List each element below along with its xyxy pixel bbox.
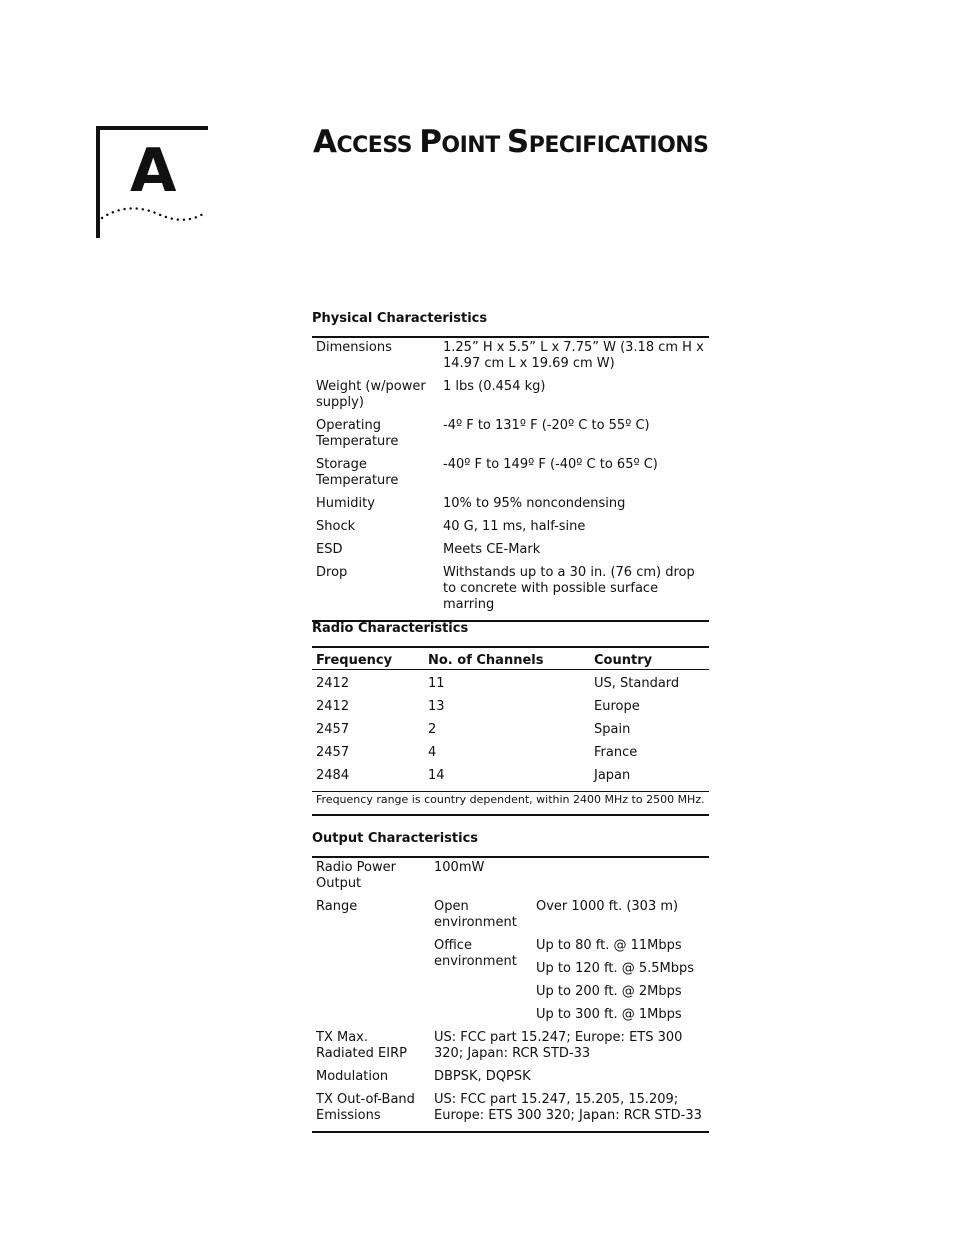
physical-row bbox=[312, 418, 709, 457]
physical-label: Operating Temperature bbox=[316, 418, 399, 449]
physical-row bbox=[312, 337, 709, 379]
physical-value: -40º F to 149º F (-40º C to 65º C) bbox=[443, 457, 658, 472]
tx-eirp-value: US: FCC part 15.247; Europe: ETS 300 320; Japan: RCR STD-33 bbox=[434, 1030, 683, 1061]
radio-country: US, Standard bbox=[594, 676, 680, 691]
radio-channels: 13 bbox=[428, 699, 445, 714]
radio-frequency: 2457 bbox=[316, 745, 350, 760]
physical-row bbox=[312, 542, 709, 565]
physical-table bbox=[312, 336, 709, 622]
physical-row bbox=[312, 379, 709, 418]
range-label: Range bbox=[316, 899, 358, 914]
radio-country: Europe bbox=[594, 699, 640, 714]
radio-country: Japan bbox=[594, 768, 631, 783]
radio-frequency: 2484 bbox=[316, 768, 350, 783]
radio-channels: 11 bbox=[428, 676, 445, 691]
range-office-value: Up to 200 ft. @ 2Mbps bbox=[536, 984, 682, 999]
dotted-wave-icon bbox=[100, 204, 210, 224]
radio-power-label: Radio Power Output bbox=[316, 860, 396, 891]
physical-value: Withstands up to a 30 in. (76 cm) drop to concrete with possible surface marring bbox=[443, 565, 695, 612]
radio-power-value: 100mW bbox=[434, 860, 485, 875]
radio-table-body bbox=[312, 670, 709, 792]
chapter-letter: A bbox=[130, 136, 177, 206]
radio-channels: 2 bbox=[428, 722, 437, 737]
physical-value: 10% to 95% noncondensing bbox=[443, 496, 626, 511]
tx-oob-value: US: FCC part 15.247, 15.205, 15.209; Europe: ETS 300 320; Japan: RCR STD-33 bbox=[434, 1092, 702, 1123]
radio-header-row bbox=[312, 647, 709, 670]
radio-row bbox=[312, 745, 709, 768]
range-open-value: Over 1000 ft. (303 m) bbox=[536, 899, 679, 914]
radio-channels: 4 bbox=[428, 745, 437, 760]
physical-label: Shock bbox=[316, 519, 356, 534]
radio-frequency: 2412 bbox=[316, 699, 350, 714]
physical-label: ESD bbox=[316, 542, 343, 557]
physical-row bbox=[312, 519, 709, 542]
chapter-title bbox=[313, 124, 709, 160]
tx-oob-label: TX Out-of-Band Emissions bbox=[316, 1092, 415, 1123]
chapter-title-part: S bbox=[506, 124, 529, 160]
range-office-value: Up to 120 ft. @ 5.5Mbps bbox=[536, 961, 695, 976]
physical-table-body bbox=[312, 337, 709, 621]
modulation-label: Modulation bbox=[316, 1069, 389, 1084]
chapter-mark bbox=[96, 126, 212, 240]
chapter-title-part: OINT bbox=[441, 133, 507, 158]
physical-label: Weight (w/power supply) bbox=[316, 379, 426, 410]
range-open-env: Open environment bbox=[434, 899, 517, 930]
range-office-env: Office environment bbox=[434, 938, 517, 969]
range-office-value: Up to 300 ft. @ 1Mbps bbox=[536, 1007, 682, 1022]
physical-label: Drop bbox=[316, 565, 348, 580]
chapter-title-part: A bbox=[313, 124, 337, 160]
radio-row bbox=[312, 722, 709, 745]
physical-row bbox=[312, 565, 709, 621]
output-row-radio-power bbox=[312, 857, 709, 899]
output-row-tx-eirp bbox=[312, 1030, 709, 1069]
output-heading: Output Characteristics bbox=[312, 831, 479, 846]
physical-value: 40 G, 11 ms, half-sine bbox=[443, 519, 586, 534]
radio-row bbox=[312, 670, 709, 700]
radio-frequency: 2457 bbox=[316, 722, 350, 737]
output-row-modulation bbox=[312, 1069, 709, 1092]
chapter-mark-top-rule bbox=[96, 126, 208, 130]
physical-label: Dimensions bbox=[316, 340, 392, 355]
physical-value: 1.25” H x 5.5” L x 7.75” W (3.18 cm H x 14.97 cm L x 19.69 cm W) bbox=[443, 340, 704, 371]
output-row-tx-oob bbox=[312, 1092, 709, 1132]
physical-value: 1 lbs (0.454 kg) bbox=[443, 379, 546, 394]
physical-label: Humidity bbox=[316, 496, 375, 511]
radio-channels: 14 bbox=[428, 768, 445, 783]
physical-row bbox=[312, 457, 709, 496]
radio-table bbox=[312, 646, 709, 816]
radio-country: Spain bbox=[594, 722, 631, 737]
output-row-range bbox=[312, 899, 709, 938]
chapter-title-part: P bbox=[419, 124, 442, 160]
physical-label: Storage Temperature bbox=[316, 457, 399, 488]
physical-value: Meets CE-Mark bbox=[443, 542, 541, 557]
radio-frequency: 2412 bbox=[316, 676, 350, 691]
radio-note-row bbox=[312, 792, 709, 816]
physical-value: -4º F to 131º F (-20º C to 55º C) bbox=[443, 418, 650, 433]
chapter-title-part: PECIFICATIONS bbox=[528, 133, 709, 158]
modulation-value: DBPSK, DQPSK bbox=[434, 1069, 531, 1084]
radio-heading: Radio Characteristics bbox=[312, 621, 469, 636]
radio-col-frequency: Frequency bbox=[312, 647, 424, 670]
radio-country: France bbox=[594, 745, 638, 760]
range-office-value: Up to 80 ft. @ 11Mbps bbox=[536, 938, 682, 953]
radio-col-channels: No. of Channels bbox=[424, 647, 590, 670]
radio-note: Frequency range is country dependent, within 2400 MHz to 2500 MHz. bbox=[312, 792, 709, 816]
radio-col-country: Country bbox=[590, 647, 709, 670]
radio-row bbox=[312, 699, 709, 722]
output-table bbox=[312, 856, 709, 1133]
radio-row bbox=[312, 768, 709, 792]
tx-eirp-label: TX Max. Radiated EIRP bbox=[316, 1030, 407, 1061]
chapter-title-part: CCESS bbox=[336, 133, 420, 158]
physical-heading: Physical Characteristics bbox=[312, 311, 488, 326]
physical-row bbox=[312, 496, 709, 519]
